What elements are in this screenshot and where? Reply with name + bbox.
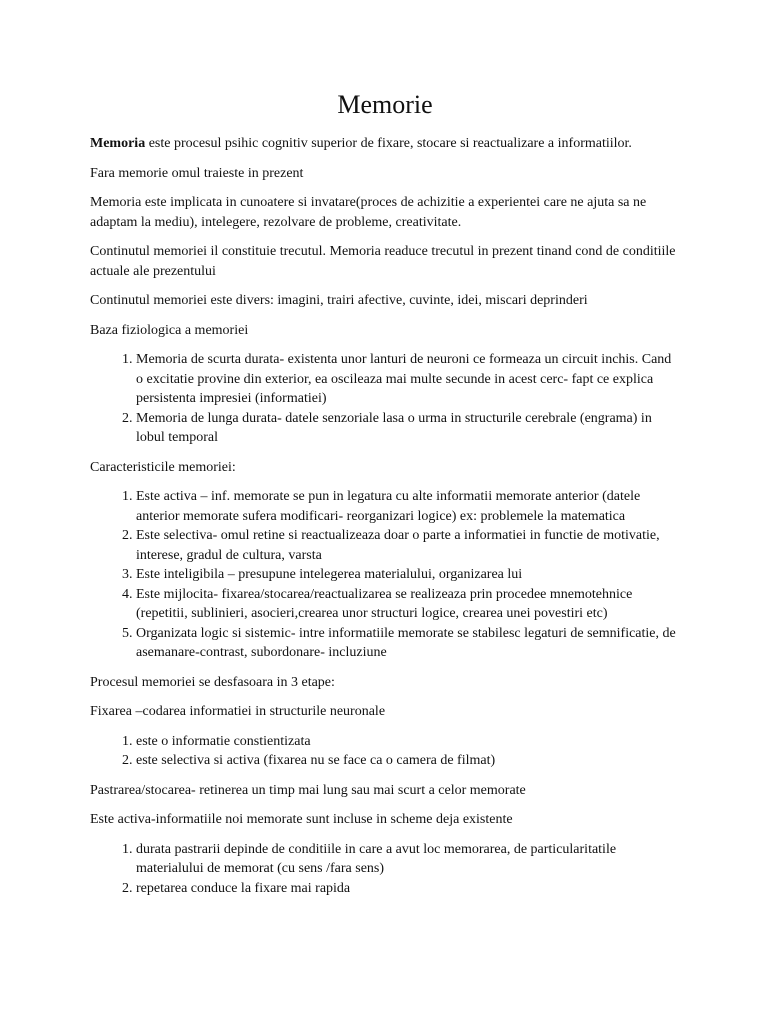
paragraph-prezent: Fara memorie omul traieste in prezent xyxy=(90,165,304,181)
list-item: 2. Memoria de lunga durata- datele senzoriale lasa o urma in structurile cerebrale (engrama) in lobul temporal xyxy=(136,409,680,448)
document-content xyxy=(90,88,680,908)
heading-pastrarea: Pastrarea/stocarea- retinerea un timp mai lung sau mai scurt a celor memorate xyxy=(90,782,526,798)
paragraph-implicare: Memoria este implicata in cunoatere si invatare(proces de achizitie a experientei care ne ajuta sa ne adaptam la mediu), intelegere, rezolvare de probleme, creativitate. xyxy=(90,195,647,230)
list-stocarea xyxy=(90,840,680,899)
list-item: 1. este o informatie constientizata xyxy=(136,732,680,752)
list-item: 2. repetarea conduce la fixare mai rapida xyxy=(136,879,680,899)
intro-term: Memoria xyxy=(90,136,146,151)
paragraph-activa: Este activa-informatiile noi memorate sunt incluse in scheme deja existente xyxy=(90,812,513,827)
list-baza-fiziologica xyxy=(90,350,680,448)
list-fixarea xyxy=(90,732,680,771)
document-title: Memorie xyxy=(337,90,433,119)
list-item: 1. durata pastrarii depinde de conditiile in care a avut loc memorarea, de particularitatile materialului de memorat (cu sens /fara sens) xyxy=(136,840,680,879)
list-item: 3. Este inteligibila – presupune intelegerea materialului, organizarea lui xyxy=(136,565,680,585)
paragraph-continut-trecut: Continutul memoriei il constituie trecutul. Memoria readuce trecutul in prezent tinand cond de conditiile actuale ale prezentului xyxy=(90,244,676,279)
list-item: 2. Este selectiva- omul retine si reactualizeaza doar o parte a informatiei in functie de motivatie, interese, gradul de cultura, varsta xyxy=(136,526,680,565)
list-item: 4. Este mijlocita- fixarea/stocarea/reactualizarea se realizeaza prin procedee mnemotehnice (repetitii, sublinieri, asocieri,crearea unor structuri logice, crearea unei povestiri etc) xyxy=(136,585,680,624)
list-item: 2. este selectiva si activa (fixarea nu se face ca o camera de filmat) xyxy=(136,751,680,771)
paragraph-continut-divers: Continutul memoriei este divers: imagini, trairi afective, cuvinte, idei, miscari deprinderi xyxy=(90,293,588,308)
intro-definition: este procesul psihic cognitiv superior de fixare, stocare si reactualizare a informatiilor. xyxy=(145,136,632,151)
list-caracteristici xyxy=(90,487,680,663)
list-item: 5. Organizata logic si sistemic- intre informatiile memorate se stabilesc legaturi de semnificatie, de asemanare-contrast, subordonare- incluziune xyxy=(136,624,680,663)
heading-caracteristici: Caracteristicile memoriei: xyxy=(90,459,236,475)
paragraph-etape: Procesul memoriei se desfasoara in 3 etape: xyxy=(90,674,335,690)
heading-fixarea: Fixarea –codarea informatiei in structurile neuronale xyxy=(90,704,386,719)
list-item: 1. Memoria de scurta durata- existenta unor lanturi de neuroni ce formeaza un circuit inchis. Cand o excitatie provine din exterior, ea oscileaza mai multe secunde in acest cerc- fapt ce explica persistenta impresiei (informatiei) xyxy=(136,350,680,409)
list-item: 1. Este activa – inf. memorate se pun in legatura cu alte informatii memorate anterior (datele anterior memorate sufera modificari- reorganizari logice) ex: problemele la matematica xyxy=(136,487,680,526)
heading-baza-fiziologica: Baza fiziologica a memoriei xyxy=(90,322,249,338)
intro-paragraph xyxy=(90,134,680,154)
